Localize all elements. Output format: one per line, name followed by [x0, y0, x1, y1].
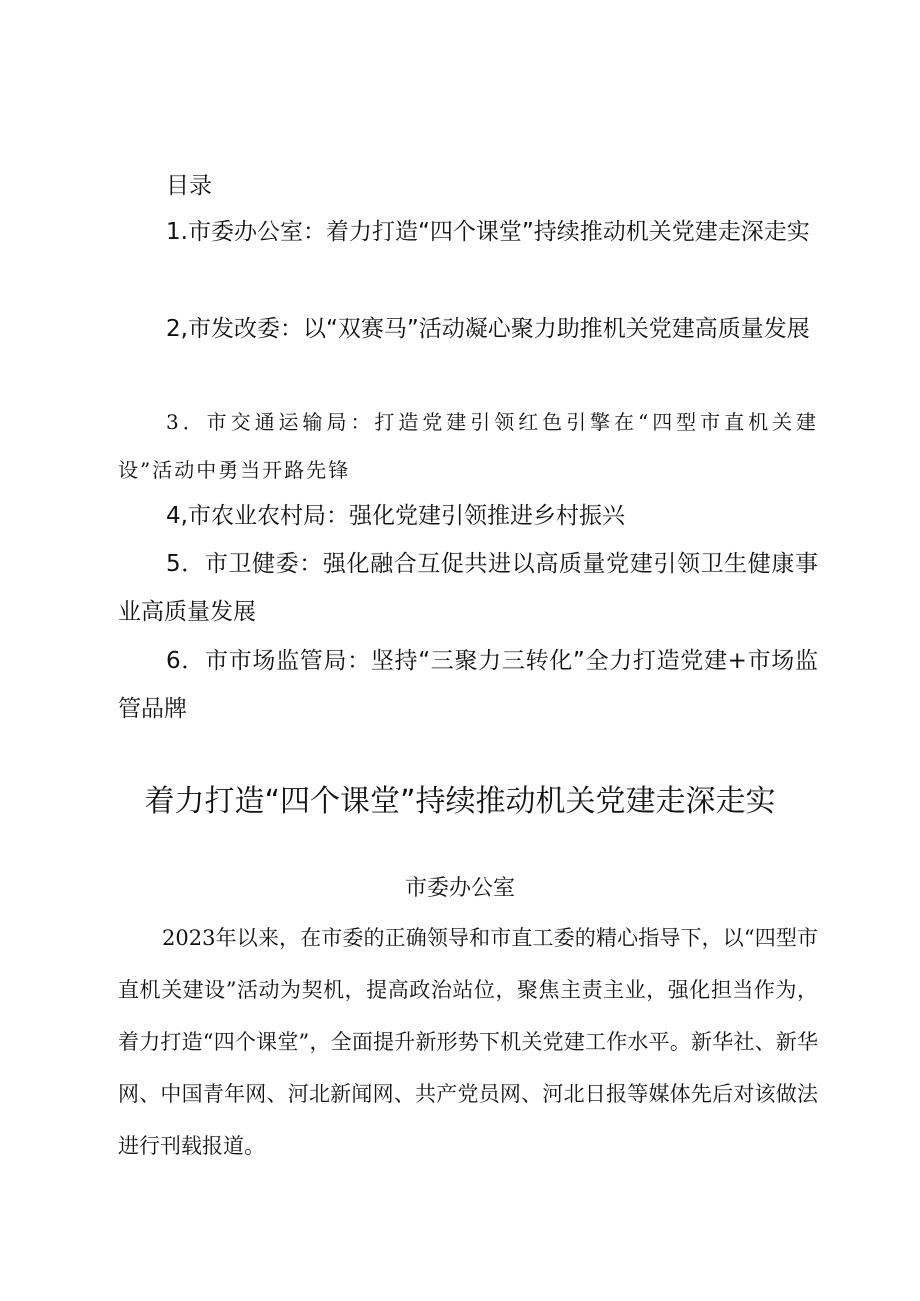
article-title: 着力打造“四个课堂”持续推动机关党建走深走实: [144, 784, 776, 819]
toc-item-6: 6．市市场监管局：坚持“三聚力三转化”全力打造党建+市场监管品牌: [118, 648, 818, 722]
toc-item-1: 1.市委办公室：着力打造“四个课堂”持续推动机关党建走深走实: [166, 219, 810, 245]
article-body: 2023年以来，在市委的正确领导和市直工委的精心指导下，以“四型市直机关建设”活动为契机，提高政治站位，聚焦主责主业，强化担当作为，着力打造“四个课堂”，全面提升新形势下机关党建工作水平。新华社、新华网、中国青年网、河北新闻网、共产党员网、河北日报等媒体先后对该做法进行刊载报道。: [118, 926, 818, 1158]
toc-item-2: 2,市发改委：以“双赛马”活动凝心聚力助推机关党建高质量发展: [166, 316, 810, 342]
toc-title: 目录: [166, 173, 212, 199]
article-author: 市委办公室: [404, 876, 515, 901]
toc-item-5: 5．市卫健委：强化融合互促共进以高质量党建引领卫生健康事业高质量发展: [118, 551, 818, 625]
toc-item-3: 3．市交通运输局：打造党建引领红色引擎在“四型市直机关建设”活动中勇当开路先锋: [118, 410, 818, 482]
toc-item-4: 4,市农业农村局：强化党建引领推进乡村振兴: [166, 503, 625, 529]
